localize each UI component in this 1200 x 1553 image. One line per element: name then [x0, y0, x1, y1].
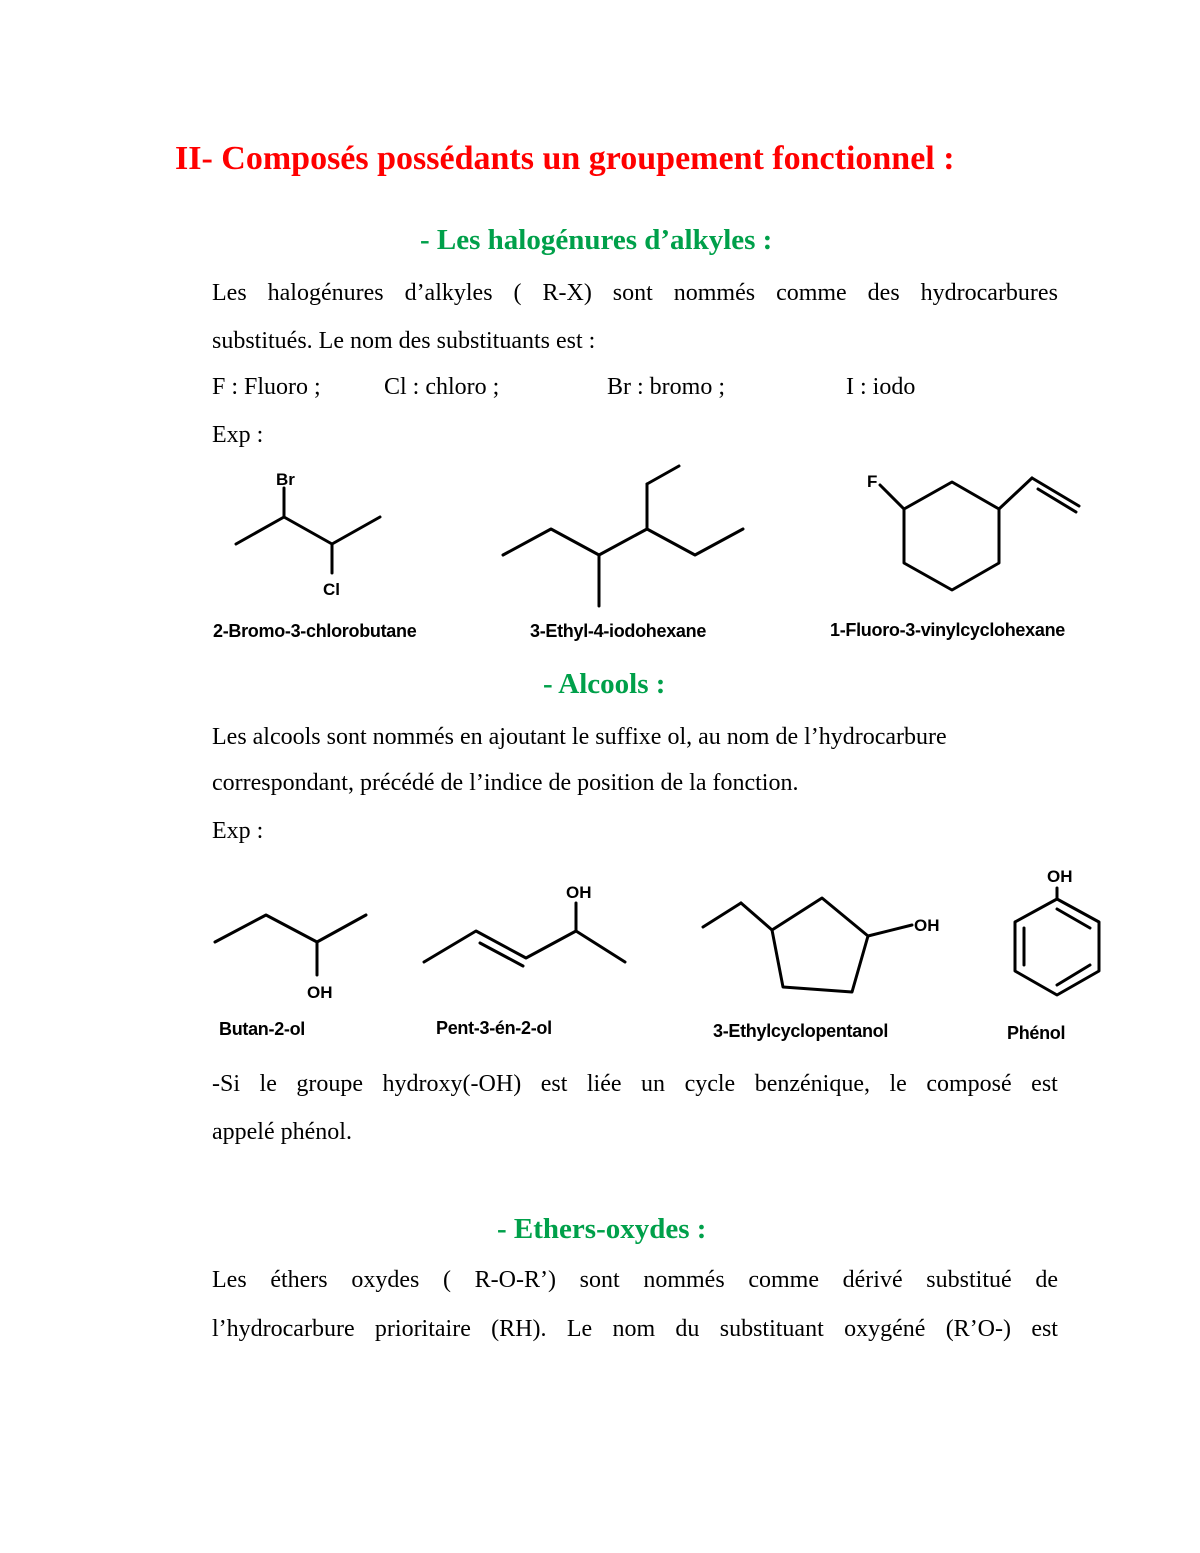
word: Le — [566, 1316, 593, 1342]
section-heading-halogenures: - Les halogénures d’alkyles : — [420, 224, 773, 256]
word: des — [867, 280, 900, 306]
word: hydroxy(-OH) — [382, 1071, 522, 1097]
word: de — [1035, 1267, 1058, 1293]
word: l’hydrocarbure — [212, 1316, 355, 1342]
word: oxygéné — [844, 1316, 926, 1342]
atom-oh-cyclopentanol: OH — [914, 916, 940, 935]
alcools-paragraph-line2: correspondant, précédé de l’indice de position de la fonction. — [212, 770, 799, 796]
word: d’alkyles — [404, 280, 493, 306]
word: nom — [612, 1316, 656, 1342]
word: liée — [586, 1071, 622, 1097]
substituent-fluoro: F : Fluoro ; — [212, 374, 321, 400]
word: dérivé — [842, 1267, 903, 1293]
word: le — [259, 1071, 277, 1097]
substituent-iodo: I : iodo — [846, 374, 916, 400]
example-label-alcools: Exp : — [212, 818, 264, 844]
halogenures-paragraph-line1 — [212, 280, 1058, 307]
word: R-X) — [542, 280, 592, 306]
page-title: II- Composés possédants un groupement fonctionnel : — [175, 140, 955, 177]
word: halogénures — [267, 280, 384, 306]
word: est — [1031, 1316, 1058, 1342]
section-heading-alcools: - Alcools : — [543, 668, 666, 700]
word: sont — [612, 280, 653, 306]
ethers-paragraph-line1 — [212, 1267, 1058, 1294]
word: hydrocarbures — [920, 280, 1058, 306]
ethers-paragraph-line2 — [212, 1316, 1058, 1343]
word: substituant — [719, 1316, 824, 1342]
molecule-name-3-ethylcyclopentanol: 3-Ethylcyclopentanol — [713, 1021, 889, 1041]
phenol-note-line1 — [212, 1071, 1058, 1098]
atom-oh-pentenol: OH — [566, 883, 592, 902]
molecule-name-phenol: Phénol — [1007, 1023, 1066, 1043]
halogenures-paragraph-line2: substitués. Le nom des substituants est : — [212, 328, 596, 354]
word: le — [889, 1071, 907, 1097]
molecule-name-2-bromo-3-chlorobutane: 2-Bromo-3-chlorobutane — [213, 621, 417, 641]
word: -Si — [212, 1071, 241, 1097]
alcools-paragraph-line1: Les alcools sont nommés en ajoutant le suffixe ol, au nom de l’hydrocarbure — [212, 724, 947, 750]
word: prioritaire — [374, 1316, 471, 1342]
word: un — [641, 1071, 666, 1097]
atom-oh-butanol: OH — [307, 983, 333, 1002]
word: est — [1031, 1071, 1058, 1097]
substituent-chloro: Cl : chloro ; — [384, 374, 500, 400]
molecule-name-1-fluoro-3-vinylcyclohexane: 1-Fluoro-3-vinylcyclohexane — [830, 620, 1065, 640]
word: ( — [513, 280, 522, 306]
word: (R’O-) — [945, 1316, 1011, 1342]
word: comme — [748, 1267, 819, 1293]
word: Les — [212, 280, 247, 306]
molecule-name-pent-3-en-2-ol: Pent-3-én-2-ol — [436, 1018, 552, 1038]
word: substitué — [926, 1267, 1012, 1293]
atom-oh-phenol: OH — [1047, 867, 1073, 886]
word: du — [675, 1316, 700, 1342]
atom-br-label: Br — [276, 470, 295, 489]
molecule-name-3-ethyl-4-iodohexane: 3-Ethyl-4-iodohexane — [530, 621, 707, 641]
atom-cl-label: Cl — [323, 580, 340, 599]
word: ( — [442, 1267, 451, 1293]
word: (RH). — [491, 1316, 547, 1342]
word: benzénique, — [754, 1071, 870, 1097]
atom-f-label: F — [867, 472, 878, 491]
word: comme — [776, 280, 847, 306]
word: éthers — [270, 1267, 328, 1293]
section-heading-ethers: - Ethers-oxydes : — [497, 1213, 707, 1245]
phenol-note-line2: appelé phénol. — [212, 1119, 352, 1145]
word: sont — [579, 1267, 620, 1293]
word: oxydes — [351, 1267, 420, 1293]
word: composé — [926, 1071, 1012, 1097]
molecule-name-butan-2-ol: Butan-2-ol — [219, 1019, 305, 1039]
word: cycle — [684, 1071, 736, 1097]
word: R-O-R’) — [474, 1267, 556, 1293]
word: est — [540, 1071, 568, 1097]
example-label-halogenures: Exp : — [212, 422, 264, 448]
word: Les — [212, 1267, 247, 1293]
word: groupe — [296, 1071, 364, 1097]
substituent-bromo: Br : bromo ; — [607, 374, 725, 400]
word: nommés — [643, 1267, 725, 1293]
word: nommés — [673, 280, 756, 306]
